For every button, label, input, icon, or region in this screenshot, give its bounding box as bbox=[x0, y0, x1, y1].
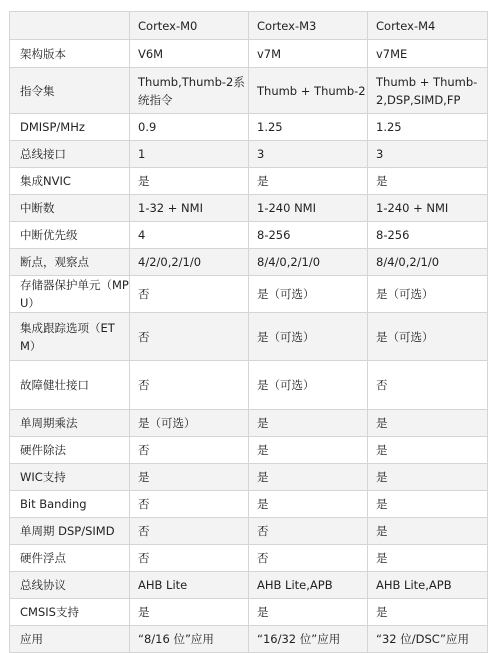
table-cell: 8-256 bbox=[368, 222, 488, 249]
table-row bbox=[10, 437, 488, 464]
table-cell: 否 bbox=[368, 361, 488, 410]
row-label-cell: Bit Banding bbox=[10, 491, 130, 518]
table-cell: 4/2/0,2/1/0 bbox=[130, 249, 249, 276]
table-cell: 8-256 bbox=[249, 222, 368, 249]
table-cell: 1-240 NMI bbox=[249, 195, 368, 222]
table-cell: 否 bbox=[130, 313, 249, 361]
table-cell: 是 bbox=[249, 437, 368, 464]
table-cell: 否 bbox=[130, 437, 249, 464]
table-cell: 0.9 bbox=[130, 114, 249, 141]
table-cell: v7ME bbox=[368, 40, 488, 68]
table-cell: 是（可选） bbox=[368, 276, 488, 313]
table-cell: 8/4/0,2/1/0 bbox=[249, 249, 368, 276]
table-row bbox=[10, 361, 488, 410]
row-label-cell: 应用 bbox=[10, 626, 130, 653]
table-cell: Thumb + Thumb-2 bbox=[249, 68, 368, 114]
row-label-cell: 单周期乘法 bbox=[10, 410, 130, 437]
table-cell: 是（可选） bbox=[249, 361, 368, 410]
table-cell: 是 bbox=[368, 437, 488, 464]
table-cell: 1 bbox=[130, 141, 249, 168]
table-row bbox=[10, 40, 488, 68]
table-cell: AHB Lite bbox=[130, 572, 249, 599]
table-cell: 4 bbox=[130, 222, 249, 249]
table-cell: 8/4/0,2/1/0 bbox=[368, 249, 488, 276]
table-row bbox=[10, 114, 488, 141]
table-cell: 是 bbox=[368, 518, 488, 545]
table-row bbox=[10, 626, 488, 653]
table-cell: 是（可选） bbox=[249, 276, 368, 313]
table-row bbox=[10, 545, 488, 572]
cortex-comparison-table bbox=[9, 11, 488, 653]
table-cell: 是 bbox=[249, 410, 368, 437]
table-cell: v7M bbox=[249, 40, 368, 68]
table-cell: 是 bbox=[368, 545, 488, 572]
row-label-cell: 硬件除法 bbox=[10, 437, 130, 464]
table-cell: 3 bbox=[368, 141, 488, 168]
row-label-cell: DMISP/MHz bbox=[10, 114, 130, 141]
table-row bbox=[10, 599, 488, 626]
table-cell: V6M bbox=[130, 40, 249, 68]
table-cell: 是 bbox=[249, 599, 368, 626]
row-label-cell: 故障健壮接口 bbox=[10, 361, 130, 410]
table-header-row bbox=[10, 12, 488, 40]
table-cell: 是 bbox=[368, 491, 488, 518]
table-cell: 否 bbox=[130, 491, 249, 518]
table-cell: Thumb,Thumb-2系统指令 bbox=[130, 68, 249, 114]
table-cell: 是（可选） bbox=[249, 313, 368, 361]
table-cell: 1-240 + NMI bbox=[368, 195, 488, 222]
table-row bbox=[10, 410, 488, 437]
table-cell: 是 bbox=[130, 168, 249, 195]
table-row bbox=[10, 168, 488, 195]
table-row bbox=[10, 222, 488, 249]
table-row bbox=[10, 195, 488, 222]
table-row bbox=[10, 491, 488, 518]
table-cell: “8/16 位”应用 bbox=[130, 626, 249, 653]
row-label-cell: 中断优先级 bbox=[10, 222, 130, 249]
table-cell: AHB Lite,APB bbox=[249, 572, 368, 599]
table-cell: 3 bbox=[249, 141, 368, 168]
table-cell: 否 bbox=[249, 545, 368, 572]
row-label-cell: 硬件浮点 bbox=[10, 545, 130, 572]
table-cell: Thumb + Thumb-2,DSP,SIMD,FP bbox=[368, 68, 488, 114]
table-cell: 是 bbox=[368, 410, 488, 437]
table-cell: 1-32 + NMI bbox=[130, 195, 249, 222]
table-cell: 否 bbox=[130, 545, 249, 572]
table-row bbox=[10, 276, 488, 313]
table-cell: 是（可选） bbox=[368, 313, 488, 361]
comparison-table-container bbox=[9, 11, 487, 653]
row-label-cell: 单周期 DSP/SIMD bbox=[10, 518, 130, 545]
table-cell: 是 bbox=[130, 464, 249, 491]
row-label-cell: 存储器保护单元（MPU） bbox=[10, 276, 130, 313]
table-row bbox=[10, 313, 488, 361]
table-cell: Cortex-M3 bbox=[249, 12, 368, 40]
table-cell: 是（可选） bbox=[130, 410, 249, 437]
table-cell: 否 bbox=[130, 518, 249, 545]
table-cell: Cortex-M0 bbox=[130, 12, 249, 40]
table-row bbox=[10, 572, 488, 599]
table-cell: 是 bbox=[368, 464, 488, 491]
row-label-cell: 断点，观察点 bbox=[10, 249, 130, 276]
table-cell: 否 bbox=[249, 518, 368, 545]
row-label-cell: 指令集 bbox=[10, 68, 130, 114]
table-cell: 是 bbox=[249, 464, 368, 491]
table-cell: 是 bbox=[368, 168, 488, 195]
row-label-cell: 集成跟踪选项（ETM） bbox=[10, 313, 130, 361]
row-label-cell: 总线协议 bbox=[10, 572, 130, 599]
row-label-cell: 集成NVIC bbox=[10, 168, 130, 195]
table-cell: 是 bbox=[249, 168, 368, 195]
table-cell: 否 bbox=[130, 276, 249, 313]
table-cell: “32 位/DSC”应用 bbox=[368, 626, 488, 653]
table-cell: “16/32 位”应用 bbox=[249, 626, 368, 653]
row-label-cell: 架构版本 bbox=[10, 40, 130, 68]
row-label-cell bbox=[10, 12, 130, 40]
row-label-cell: CMSIS支持 bbox=[10, 599, 130, 626]
table-cell: Cortex-M4 bbox=[368, 12, 488, 40]
table-cell: 1.25 bbox=[249, 114, 368, 141]
table-cell: 否 bbox=[130, 361, 249, 410]
table-cell: 是 bbox=[368, 599, 488, 626]
table-row bbox=[10, 141, 488, 168]
table-cell: 1.25 bbox=[368, 114, 488, 141]
table-cell: 是 bbox=[249, 491, 368, 518]
table-cell: 是 bbox=[130, 599, 249, 626]
table-row bbox=[10, 518, 488, 545]
table-row bbox=[10, 249, 488, 276]
row-label-cell: 总线接口 bbox=[10, 141, 130, 168]
table-row bbox=[10, 464, 488, 491]
row-label-cell: 中断数 bbox=[10, 195, 130, 222]
table-row bbox=[10, 68, 488, 114]
table-cell: AHB Lite,APB bbox=[368, 572, 488, 599]
row-label-cell: WIC支持 bbox=[10, 464, 130, 491]
